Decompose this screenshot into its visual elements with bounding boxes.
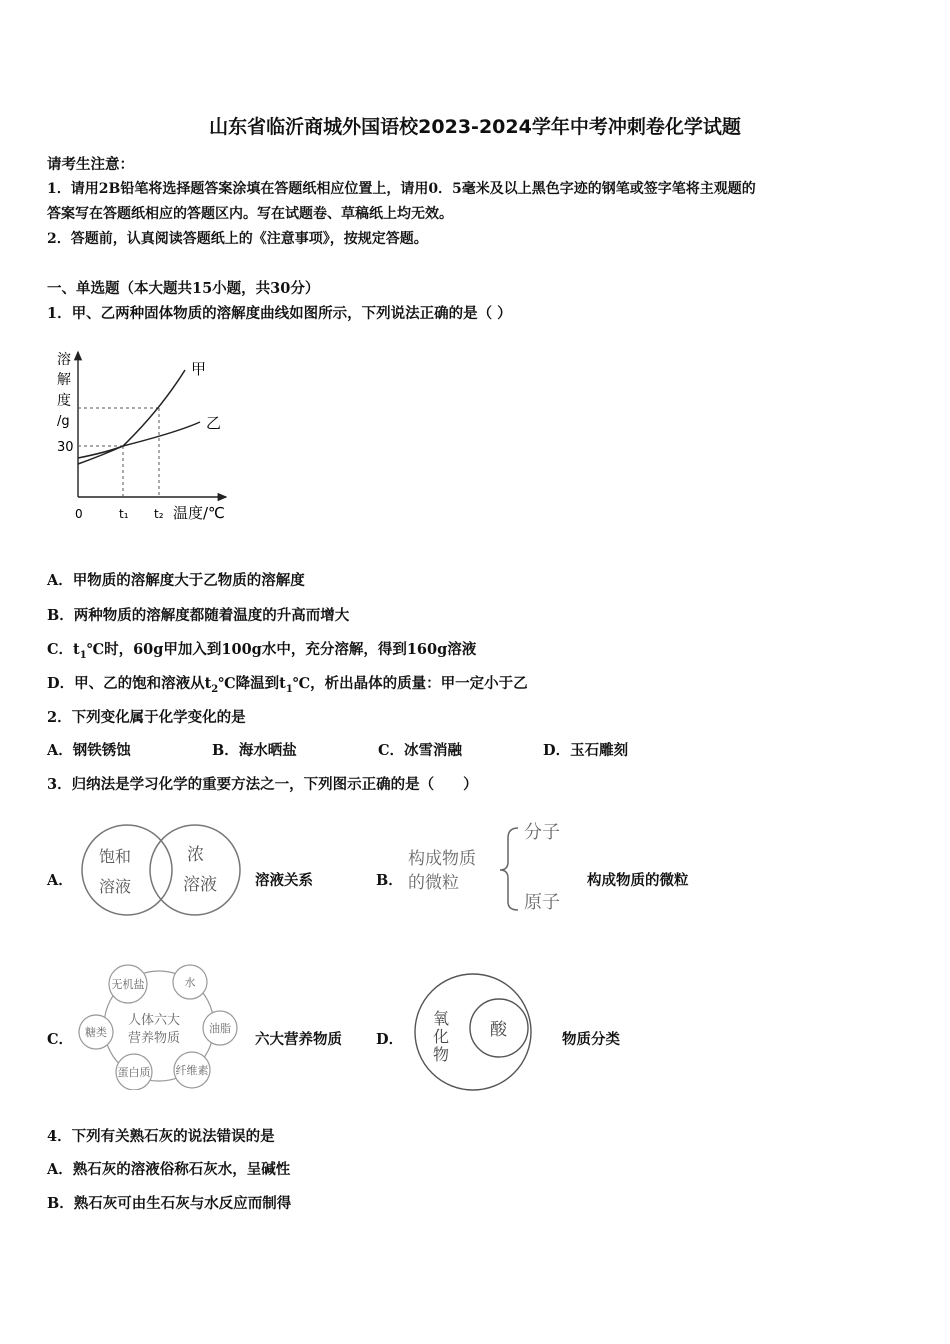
- q2-option-b: B．海水晒盐: [212, 742, 297, 759]
- q1-option-a: A．甲物质的溶解度大于乙物质的溶解度: [47, 572, 305, 589]
- nutrient-item-text: 纤维素: [175, 1064, 209, 1077]
- inner-text: 酸: [490, 1020, 507, 1040]
- ylabel-1: 溶: [57, 352, 71, 368]
- nutrient-item-text: 糖类: [85, 1026, 107, 1039]
- outer-text-3: 物: [433, 1045, 450, 1064]
- ylabel-4: /g: [57, 414, 70, 429]
- nutrient-center-text-1: 人体六大: [128, 1013, 181, 1028]
- notice-line-1: 1．请用2B铅笔将选择题答案涂填在答题纸相应位置上，请用0．5毫米及以上黑色字迹的钢笔或签字笔将主观题的: [47, 181, 756, 197]
- curve-jia: [78, 370, 185, 458]
- q3-c-nutrient-diagram: [70, 958, 248, 1090]
- q3-a-caption: 溶液关系: [255, 872, 313, 889]
- curve-jia-label: 甲: [191, 360, 207, 378]
- venn-left-text-1: 饱和: [99, 847, 132, 866]
- nutrient-item-text: 蛋白质: [117, 1066, 151, 1079]
- q1-stem: 1．甲、乙两种固体物质的溶解度曲线如图所示，下列说法正确的是（ ）: [47, 305, 512, 322]
- q1-option-b: B．两种物质的溶解度都随着温度的升高而增大: [47, 607, 350, 624]
- notice-heading: 请考生注意：: [47, 156, 134, 173]
- q3-a-label: A．: [47, 872, 73, 889]
- bracket-bottom-text: 原子: [524, 892, 560, 913]
- q3-c-caption: 六大营养物质: [255, 1031, 342, 1048]
- outer-text-1: 氧: [433, 1009, 450, 1028]
- bracket-top-text: 分子: [524, 822, 560, 843]
- bracket-left-text-1: 构成物质: [408, 849, 476, 869]
- q1-option-d: D．甲、乙的饱和溶液从$t_2℃$降温到$t_1℃$，析出晶体的质量：甲一定小于乙: [47, 675, 528, 695]
- q3-d-caption: 物质分类: [562, 1031, 620, 1048]
- q3-d-label: D．: [376, 1031, 404, 1048]
- venn-right-text-2: 溶液: [183, 875, 217, 895]
- q3-a-venn-diagram: [75, 820, 247, 920]
- ylabel-3: 度: [57, 393, 71, 409]
- q2-option-a: A．钢铁锈蚀: [47, 742, 131, 759]
- q4-option-b: B．熟石灰可由生石灰与水反应而制得: [47, 1195, 292, 1212]
- venn-left-circle: [82, 825, 172, 915]
- curve-yi: [78, 422, 200, 464]
- nutrient-center-text-2: 营养物质: [128, 1031, 181, 1046]
- venn-right-text-1: 浓: [187, 845, 204, 865]
- t2-label: t₂: [154, 507, 164, 521]
- q4-option-a: A．熟石灰的溶液俗称石灰水，呈碱性: [47, 1161, 291, 1178]
- nutrient-item-text: 水: [184, 976, 196, 989]
- venn-right-circle: [150, 825, 240, 915]
- q2-stem: 2．下列变化属于化学变化的是: [47, 709, 246, 726]
- venn-left-text-2: 溶液: [99, 877, 132, 896]
- outer-text-2: 化: [433, 1027, 450, 1046]
- y-tick-30: 30: [57, 440, 74, 455]
- q3-c-label: C．: [47, 1031, 74, 1048]
- q2-option-d: D．玉石雕刻: [543, 742, 629, 759]
- q4-stem: 4．下列有关熟石灰的说法错误的是: [47, 1128, 275, 1145]
- bracket-left-text-2: 的微粒: [408, 873, 459, 893]
- page-title: 山东省临沂商城外国语校2023-2024学年中考冲刺卷化学试题: [209, 116, 741, 138]
- section-heading: 一、单选题（本大题共15小题，共30分）: [47, 280, 320, 297]
- nutrient-item-text: 油脂: [209, 1022, 231, 1035]
- solubility-graph: [48, 340, 248, 530]
- notice-line-2: 2．答题前，认真阅读答题纸上的《注意事项》，按规定答题。: [47, 231, 428, 247]
- q3-stem: 3．归纳法是学习化学的重要方法之一，下列图示正确的是（ ）: [47, 776, 478, 793]
- q3-b-label: B．: [376, 872, 403, 889]
- notice-line-1b: 答案写在答题纸相应的答题区内。写在试题卷、草稿纸上均无效。: [47, 206, 453, 222]
- q1-option-c: C．$t_1℃$时，60g甲加入到100g水中，充分溶解，得到160g溶液: [47, 641, 477, 661]
- t1-label: t₁: [119, 507, 129, 521]
- curve-yi-label: 乙: [206, 414, 222, 432]
- q3-b-caption: 构成物质的微粒: [587, 872, 689, 889]
- q2-option-c: C．冰雪消融: [378, 742, 463, 759]
- x-axis-label: 温度/℃: [173, 504, 225, 522]
- ylabel-2: 解: [57, 372, 71, 388]
- bracket-line: [500, 828, 518, 910]
- q3-d-classification-diagram: [405, 972, 545, 1094]
- q3-b-bracket-diagram: [400, 818, 580, 918]
- nutrient-item-text: 无机盐: [111, 978, 145, 991]
- origin-label: 0: [75, 507, 83, 521]
